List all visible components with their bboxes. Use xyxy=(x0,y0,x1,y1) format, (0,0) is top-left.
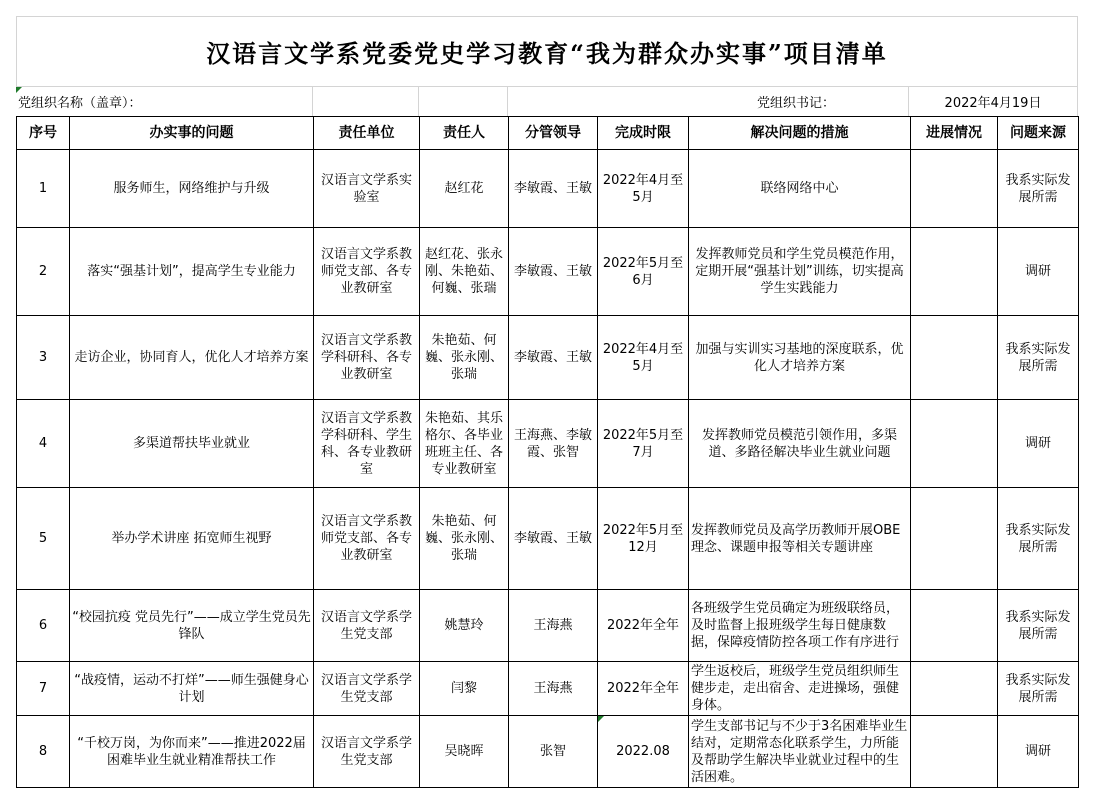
cell-issue: 举办学术讲座 拓宽师生视野 xyxy=(70,488,314,590)
cell-source: 我系实际发展所需 xyxy=(998,488,1079,590)
cell-source: 我系实际发展所需 xyxy=(998,150,1079,228)
cell-no: 4 xyxy=(17,400,70,488)
cell-deadline: 2022年5月至7月 xyxy=(598,400,689,488)
cell-deadline: 2022年全年 xyxy=(598,662,689,716)
cell-source: 我系实际发展所需 xyxy=(998,316,1079,400)
cell-deadline: 2022年4月至5月 xyxy=(598,316,689,400)
cell-issue: “战疫情，运动不打烊”——师生强健身心计划 xyxy=(70,662,314,716)
cell-person: 朱艳茹、何巍、张永刚、张瑞 xyxy=(420,316,509,400)
table-row xyxy=(17,228,1079,316)
cell-unit: 汉语言文学系教师党支部、各专业教研室 xyxy=(314,488,420,590)
secretary-label: 党组织书记： xyxy=(508,87,909,116)
cell-measures: 学生返校后，班级学生党员组织师生健步走，走出宿舍、走进操场，强健身体。 xyxy=(689,662,911,716)
header-no: 序号 xyxy=(17,117,70,150)
cell-progress xyxy=(911,228,998,316)
cell-leader: 李敏霞、王敏 xyxy=(509,316,598,400)
org-name-label: 党组织名称（盖章）： xyxy=(16,87,313,116)
cell-progress xyxy=(911,590,998,662)
header-source: 问题来源 xyxy=(998,117,1079,150)
header-leader: 分管领导 xyxy=(509,117,598,150)
cell-deadline: 2022年5月至12月 xyxy=(598,488,689,590)
cell-measures: 发挥教师党员模范引领作用，多渠道、多路径解决毕业生就业问题 xyxy=(689,400,911,488)
cell-unit: 汉语言文学系学生党支部 xyxy=(314,662,420,716)
cell-person: 姚慧玲 xyxy=(420,590,509,662)
cell-leader: 王海燕、李敏霞、张智 xyxy=(509,400,598,488)
cell-person: 赵红花 xyxy=(420,150,509,228)
cell-measures: 加强与实训实习基地的深度联系，优化人才培养方案 xyxy=(689,316,911,400)
cell-unit: 汉语言文学系实验室 xyxy=(314,150,420,228)
cell-progress xyxy=(911,150,998,228)
table-row xyxy=(17,488,1079,590)
cell-progress xyxy=(911,716,998,788)
cell-deadline: 2022年5月至6月 xyxy=(598,228,689,316)
cell-issue: 走访企业，协同育人，优化人才培养方案 xyxy=(70,316,314,400)
cell-no: 3 xyxy=(17,316,70,400)
cell-measures: 各班级学生党员确定为班级联络员，及时监督上报班级学生每日健康数据，保障疫情防控各项工作有序进行 xyxy=(689,590,911,662)
cell-deadline-text: 2022.08 xyxy=(616,744,670,759)
cell-no: 2 xyxy=(17,228,70,316)
page-title: 汉语言文学系党委党史学习教育“我为群众办实事”项目清单 xyxy=(16,16,1078,86)
table-row xyxy=(17,316,1079,400)
cell-comment-marker-icon xyxy=(598,716,604,722)
cell-leader: 李敏霞、王敏 xyxy=(509,150,598,228)
cell-deadline xyxy=(598,716,689,788)
cell-issue: 落实“强基计划”，提高学生专业能力 xyxy=(70,228,314,316)
document-date: 2022年4月19日 xyxy=(909,87,1078,116)
header-unit: 责任单位 xyxy=(314,117,420,150)
info-empty-cell xyxy=(419,87,508,116)
cell-no: 1 xyxy=(17,150,70,228)
cell-issue: 多渠道帮扶毕业就业 xyxy=(70,400,314,488)
cell-progress xyxy=(911,316,998,400)
cell-person: 朱艳茹、其乐格尔、各毕业班班主任、各专业教研室 xyxy=(420,400,509,488)
cell-unit: 汉语言文学系学生党支部 xyxy=(314,590,420,662)
cell-source: 调研 xyxy=(998,228,1079,316)
cell-measures: 发挥教师党员和学生党员模范作用，定期开展“强基计划”训练，切实提高学生实践能力 xyxy=(689,228,911,316)
cell-source: 调研 xyxy=(998,716,1079,788)
cell-measures: 学生支部书记与不少于3名困难毕业生结对，定期常态化联系学生，力所能及帮助学生解决毕业就业过程中的生活困难。 xyxy=(689,716,911,788)
cell-source: 调研 xyxy=(998,400,1079,488)
cell-unit: 汉语言文学系教学科研科、各专业教研室 xyxy=(314,316,420,400)
cell-person: 闫黎 xyxy=(420,662,509,716)
cell-measures: 联络网络中心 xyxy=(689,150,911,228)
cell-leader: 张智 xyxy=(509,716,598,788)
info-empty-cell xyxy=(313,87,419,116)
cell-deadline: 2022年4月至5月 xyxy=(598,150,689,228)
cell-source: 我系实际发展所需 xyxy=(998,590,1079,662)
project-table xyxy=(16,116,1079,788)
cell-unit: 汉语言文学系学生党支部 xyxy=(314,716,420,788)
header-measures: 解决问题的措施 xyxy=(689,117,911,150)
cell-person: 赵红花、张永刚、朱艳茹、何巍、张瑞 xyxy=(420,228,509,316)
header-progress: 进展情况 xyxy=(911,117,998,150)
table-row xyxy=(17,590,1079,662)
header-person: 责任人 xyxy=(420,117,509,150)
header-issue: 办实事的问题 xyxy=(70,117,314,150)
cell-leader: 王海燕 xyxy=(509,590,598,662)
cell-source: 我系实际发展所需 xyxy=(998,662,1079,716)
cell-progress xyxy=(911,488,998,590)
cell-unit: 汉语言文学系教师党支部、各专业教研室 xyxy=(314,228,420,316)
cell-leader: 李敏霞、王敏 xyxy=(509,228,598,316)
cell-person: 朱艳茹、何巍、张永刚、张瑞 xyxy=(420,488,509,590)
cell-no: 6 xyxy=(17,590,70,662)
cell-issue: 服务师生，网络维护与升级 xyxy=(70,150,314,228)
cell-leader: 王海燕 xyxy=(509,662,598,716)
cell-deadline: 2022年全年 xyxy=(598,590,689,662)
cell-issue: “千校万岗，为你而来”——推进2022届困难毕业生就业精准帮扶工作 xyxy=(70,716,314,788)
cell-issue: “校园抗疫 党员先行”——成立学生党员先锋队 xyxy=(70,590,314,662)
table-row xyxy=(17,716,1079,788)
header-row xyxy=(17,117,1079,150)
cell-measures: 发挥教师党员及高学历教师开展OBE理念、课题申报等相关专题讲座 xyxy=(689,488,911,590)
table-row xyxy=(17,662,1079,716)
cell-no: 8 xyxy=(17,716,70,788)
cell-progress xyxy=(911,400,998,488)
cell-progress xyxy=(911,662,998,716)
cell-unit: 汉语言文学系教学科研科、学生科、各专业教研室 xyxy=(314,400,420,488)
cell-no: 7 xyxy=(17,662,70,716)
info-row xyxy=(16,86,1078,116)
cell-leader: 李敏霞、王敏 xyxy=(509,488,598,590)
cell-person: 吴晓晖 xyxy=(420,716,509,788)
table-row xyxy=(17,400,1079,488)
table-row xyxy=(17,150,1079,228)
cell-no: 5 xyxy=(17,488,70,590)
header-deadline: 完成时限 xyxy=(598,117,689,150)
